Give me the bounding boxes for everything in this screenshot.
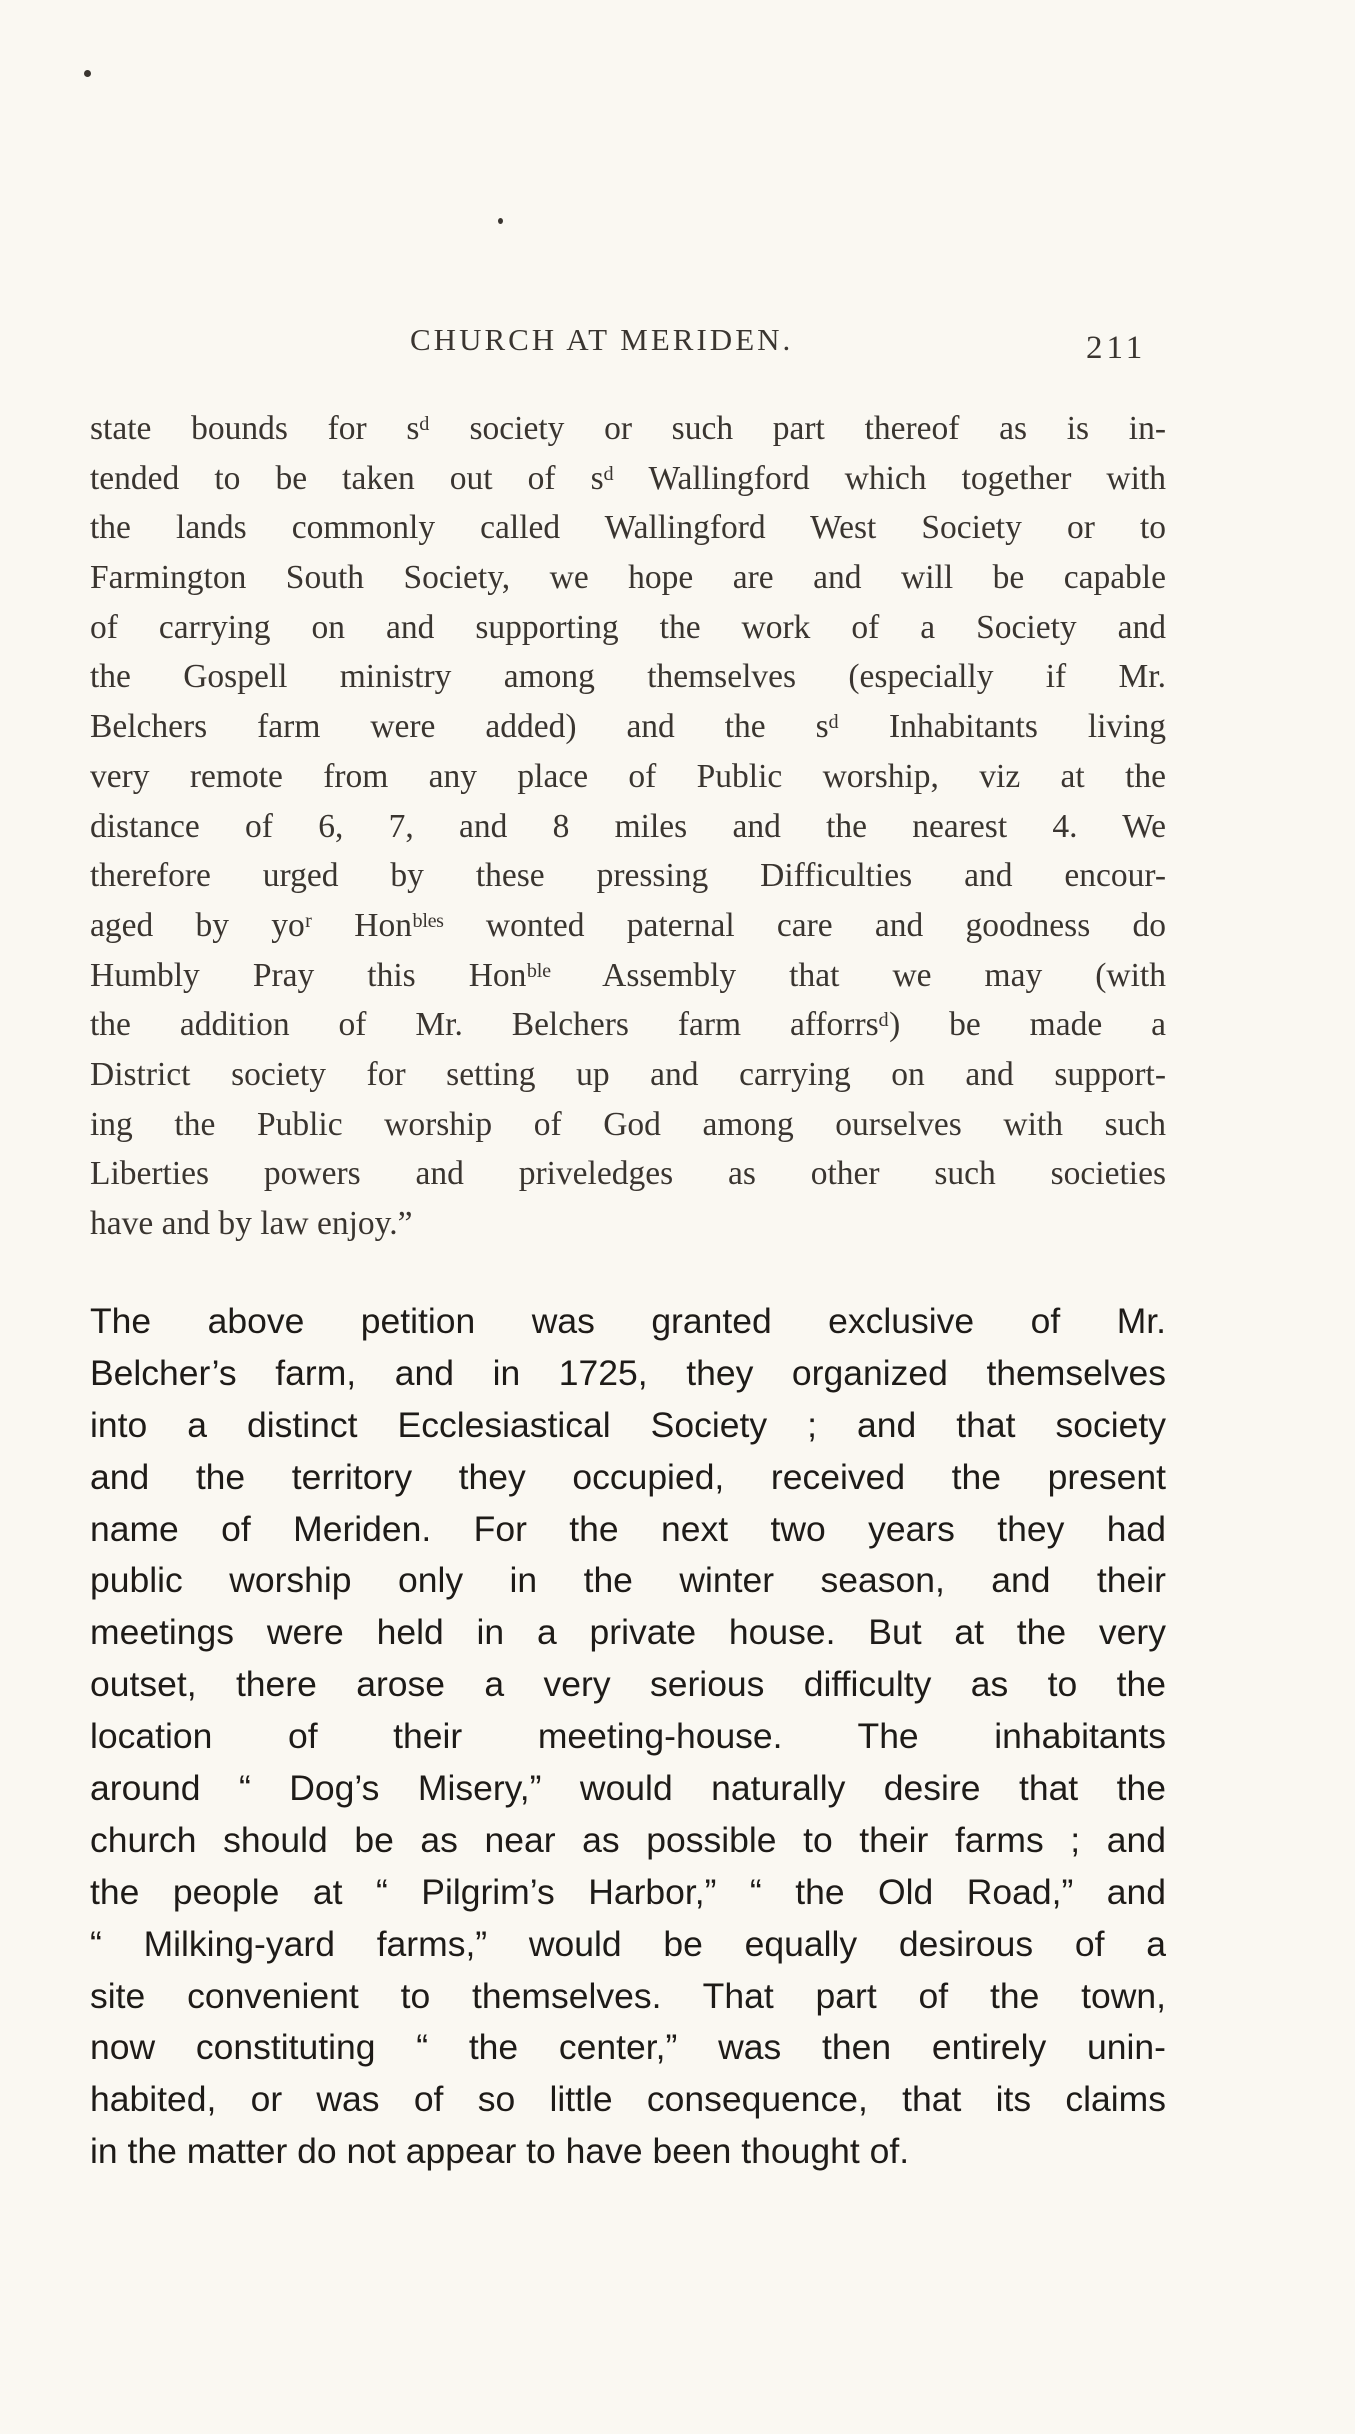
paragraph-line: outset, there arose a very serious difficulty as to the	[90, 1664, 1166, 1705]
running-head-title: CHURCH AT MERIDEN.	[410, 322, 794, 357]
quote-line: District society for setting up and carrying on and support-	[90, 1055, 1166, 1093]
paragraph-line: now constituting “ the center,” was then entirely unin-	[90, 2027, 1166, 2068]
paragraph-line: around “ Dog’s Misery,” would naturally desire that the	[90, 1768, 1166, 1809]
page-number: 211	[1086, 330, 1147, 366]
quote-line: therefore urged by these pressing Difficulties and encour-	[90, 857, 1166, 895]
quote-line: Farmington South Society, we hope are and will be capable	[90, 559, 1166, 597]
quote-line: the addition of Mr. Belchers farm afforrsᵈ) be made a	[90, 1006, 1166, 1044]
petition-quote	[90, 404, 1166, 1249]
quote-line: Liberties powers and priveledges as other such societies	[90, 1155, 1166, 1193]
quote-line: state bounds for sᵈ society or such part thereof as is in-	[90, 410, 1166, 447]
paragraph-line: public worship only in the winter season, and their	[90, 1560, 1166, 1601]
running-head	[0, 322, 1355, 372]
paragraph-line: “ Milking-yard farms,” would be equally desirous of a	[90, 1923, 1166, 1964]
quote-line: the lands commonly called Wallingford West Society or to	[90, 509, 1166, 547]
paragraph-line: habited, or was of so little consequence, that its claims	[90, 2079, 1166, 2120]
paragraph-line: church should be as near as possible to their farms ; and	[90, 1819, 1166, 1860]
quote-line: very remote from any place of Public worship, viz at the	[90, 757, 1166, 795]
paragraph-line: in the matter do not appear to have been thought of.	[90, 2131, 910, 2172]
paragraph-line: The above petition was granted exclusive of Mr.	[90, 1301, 1166, 1341]
paragraph-line: site convenient to themselves. That part of the town,	[90, 1975, 1166, 2016]
ink-speck	[498, 218, 503, 224]
paragraph-line: Belcher’s farm, and in 1725, they organized themselves	[90, 1352, 1166, 1393]
quote-line: distance of 6, 7, and 8 miles and the nearest 4. We	[90, 807, 1166, 845]
quote-line: tended to be taken out of sᵈ Wallingford which together with	[90, 459, 1166, 497]
quote-line: Belchers farm were added) and the sᵈ Inhabitants living	[90, 708, 1166, 746]
quote-line: of carrying on and supporting the work of a Society and	[90, 608, 1166, 646]
quote-line: Humbly Pray this Honᵇˡᵉ Assembly that we may (with	[90, 956, 1166, 994]
ink-speck	[84, 70, 91, 77]
paragraph-line: location of their meeting-house. The inhabitants	[90, 1716, 1166, 1757]
quote-line: the Gospell ministry among themselves (especially if Mr.	[90, 658, 1166, 696]
paragraph-line: and the territory they occupied, received the present	[90, 1456, 1166, 1497]
quote-line: aged by yoʳ Honᵇˡᵉˢ wonted paternal care and goodness do	[90, 906, 1166, 944]
quote-line: have and by law enjoy.”	[90, 1205, 413, 1242]
paragraph-line: the people at “ Pilgrim’s Harbor,” “ the Old Road,” and	[90, 1871, 1166, 1912]
paragraph-line: name of Meriden. For the next two years they had	[90, 1508, 1166, 1549]
quote-line: ing the Public worship of God among ourselves with such	[90, 1105, 1166, 1143]
paragraph-line: into a distinct Ecclesiastical Society ; and that society	[90, 1404, 1166, 1445]
body-paragraph	[90, 1296, 1166, 2178]
paragraph-line: meetings were held in a private house. But at the very	[90, 1612, 1166, 1653]
